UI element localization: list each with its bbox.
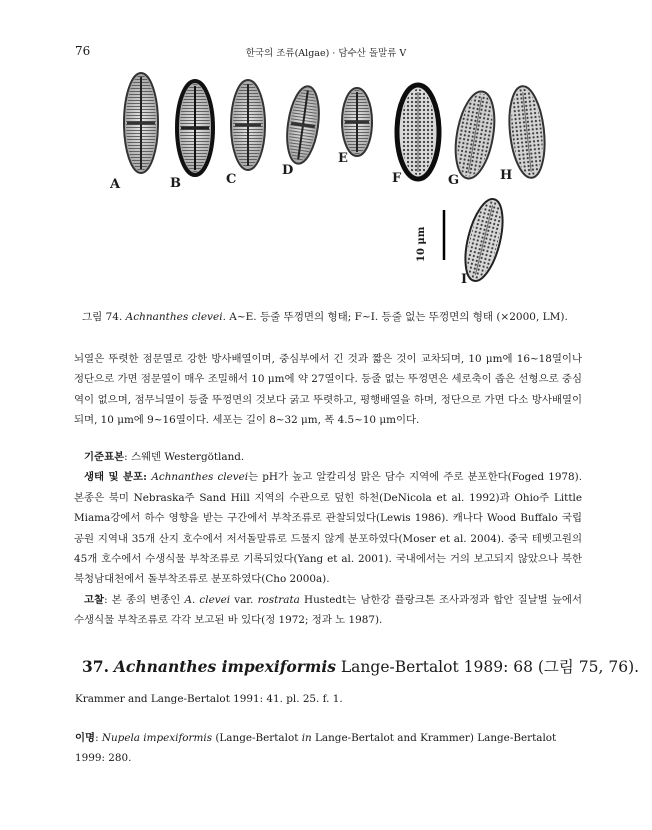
figure-plate <box>0 0 652 300</box>
panel-label-b: B <box>170 176 181 191</box>
synonym-label: 이명 <box>75 732 96 744</box>
remarks-text-b: var. <box>230 593 258 606</box>
diatom-micrographs <box>0 0 652 300</box>
ecology-label: 생태 및 분포 <box>84 471 144 484</box>
remarks <box>74 590 582 631</box>
figure-caption <box>82 309 568 324</box>
ecology-distribution: 생태 및 분포: Achnanthes clevei는 pH가 높고 알칼리성 맑은 담수 지역에 주로 분포한다(Foged 1978). 본종은 북미 Nebraska주 Sand Hill 지역의 수관으로 덮힌 하천(DeNicola et al. 1992)과 Ohio주 Little Miama강에서 하수 영향을 받는 구간에서 부착조류로 관찰되었다(Lewis 1986). 캐나다 Wood Buffalo 국립공원 지역내 35개 산지 호수에서 저서돌말류로 드물지 않게 분포하였다(Moser et al. 2004). 중국 테벳고원의 45개 호수에서 수생식물 부착조류로 기록되었다(Yang et al. 2001). 국내에서는 거의 보고되지 않았으나 북한 북청남대천에서 돌부착조류로 분포하였다(Cho 2000a). <box>74 471 583 586</box>
species-name: Achnanthes impexiformis <box>113 657 336 676</box>
valve-a <box>124 73 158 173</box>
caption-prefix: 그림 74. <box>82 311 123 323</box>
remarks-variety-name: rostrata <box>257 593 300 606</box>
panel-label-e: E <box>338 151 348 166</box>
valve-e <box>342 88 372 156</box>
species-heading <box>82 655 639 677</box>
valve-d <box>283 84 324 165</box>
caption-species: Achnanthes clevei <box>125 311 223 323</box>
page-number: 76 <box>75 44 91 58</box>
synonym-text-b: Lange-Bertalot and Krammer) Lange-Bertalot 1999: 280. <box>75 732 557 764</box>
remarks-label: 고찰 <box>84 593 105 606</box>
valve-b <box>177 81 213 175</box>
panel-label-a: A <box>110 177 121 192</box>
panel-label-d: D <box>282 163 294 178</box>
synonym-colon: : <box>95 732 102 744</box>
species-number: 37. <box>82 657 109 676</box>
type-specimen-label: 기준표본 <box>84 451 125 463</box>
synonym-name: Nupela impexiformis <box>101 732 213 744</box>
species-authority: Lange-Bertalot 1989: 68 (그림 75, 76). <box>340 658 640 676</box>
synonym-in: in <box>301 732 312 744</box>
type-specimen-text: : 스웨덴 Westergötland. <box>124 451 245 463</box>
description-paragraph <box>74 349 582 431</box>
ecology-species: Achnanthes clevei <box>151 471 249 484</box>
panel-label-c: C <box>226 172 237 187</box>
remarks-variety: A. clevei <box>184 593 231 606</box>
valve-g <box>450 89 501 182</box>
caption-rest: . A~E. 등줄 뚜껑면의 형태; F~I. 등줄 없는 뚜껑면의 형태 (×2000, LM). <box>222 311 568 323</box>
valve-h <box>505 84 548 179</box>
scale-bar-label: 10 μm <box>416 226 427 262</box>
panel-label-h: H <box>500 168 513 183</box>
type-specimen <box>74 447 582 467</box>
description-text: 뇌열은 뚜렷한 점문열로 강한 방사배열이며, 중심부에서 긴 것과 짧은 것이 교차되며, 10 μm에 16~18열이나 정단으로 가면 점문열이 매우 조밀해서 10 μm에 약 27열이다. 등줄 없는 뚜껑면은 세로축이 좁은 선형으로 중심역이 없으며, 점무늬열이 등줄 뚜껑면의 것보다 굵고 뚜렷하고, 평행배열을 하며, 정단으로 가면 다소 방사배열이 되며, 10 μm에 9~16열이다. 세포는 길이 8~32 μm, 폭 4.5~10 μm이다. <box>74 353 582 427</box>
synonym <box>75 728 583 768</box>
panel-label-f: F <box>392 171 402 186</box>
remarks-text-c: Hustedt는 남한강 플랑크톤 조사과정과 합안 질날벌 늪에서 수생식물 부착조류로 각각 보고된 바 있다(정 1972; 정과 노 1987). <box>74 593 582 627</box>
panel-label-g: G <box>448 173 460 188</box>
reference-line: Krammer and Lange-Bertalot 1991: 41. pl. 25. f. 1. <box>75 693 343 705</box>
remarks-text-a: : 본 종의 변종인 <box>104 593 185 606</box>
ecology-text: 는 pH가 높고 알칼리성 맑은 담수 지역에 주로 분포한다(Foged 1978). 본종은 북미 Nebraska주 Sand Hill 지역의 수관으로 덮힌 하천(DeNicola et al. 1992)과 Ohio주 Little Miama강에서 하수 영향을 받는 구간에서 부착조류로 관찰되었다(Lewis 1986). 캐나다 Wood Buffalo 국립공원 지역내 35개 산지 호수에서 저서돌말류로 드물지 않게 분포하였다(Moser et al. 2004). 중국 테벳고원의 45개 호수에서 수생식물 부착조류로 기록되었다(Yang et al. 2001). 국내에서는 거의 보고되지 않았으나 북한 북청남대천에서 돌부착조류로 분포하였다(Cho 2000a). <box>74 471 583 586</box>
valve-c <box>231 80 265 170</box>
panel-label-i: I <box>461 272 468 287</box>
species-notes <box>74 447 582 631</box>
valve-f <box>397 85 439 179</box>
synonym-text-a: (Lange-Bertalot <box>212 732 302 744</box>
running-header: 한국의 조류(Algae) · 담수산 돌말류 V <box>245 48 407 59</box>
